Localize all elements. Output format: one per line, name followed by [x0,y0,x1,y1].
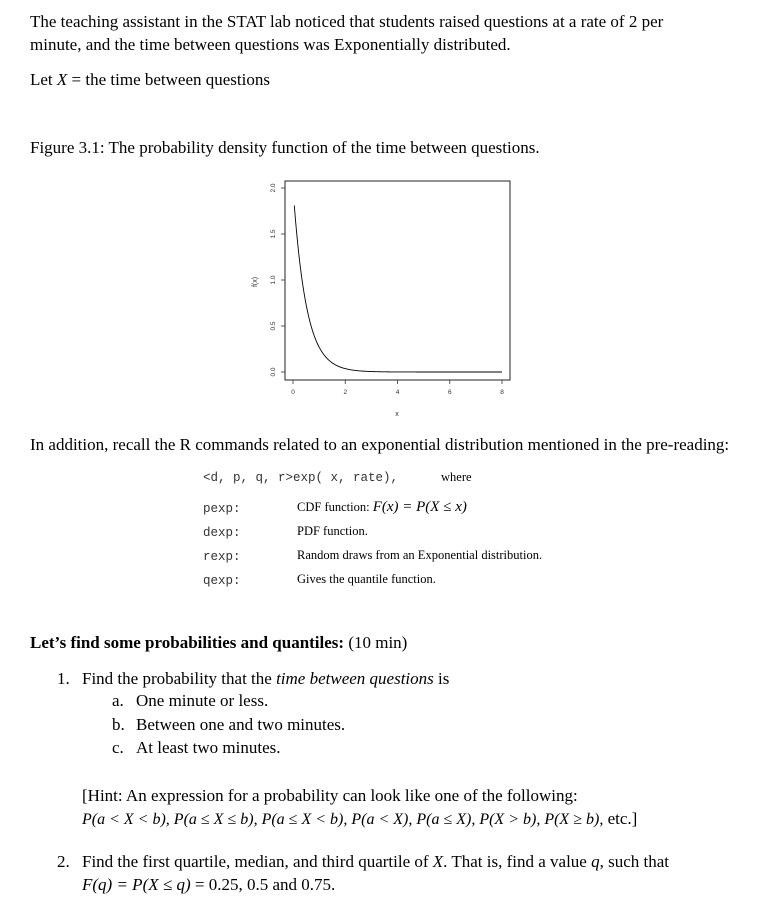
rcmd-dexp-desc: PDF function. [297,524,368,538]
q2-line-1 [82,852,669,872]
y-tick-label: 0.0 [270,367,277,377]
q1c-text: At least two minutes. [136,738,281,757]
y-tick-label: 2.0 [270,183,277,193]
rcmd-rexp: rexp: [203,550,241,564]
hint-etc: etc.] [603,809,638,828]
q1c-label: c. [112,738,124,757]
q2-variable: X [432,852,444,871]
let-suffix: = the time between questions [67,70,270,89]
y-tick-label: 0.5 [270,321,277,331]
q1a-text: One minute or less. [136,691,269,710]
x-tick-label: 8 [500,389,504,396]
q2-prefix: Find the first quartile, median, and third quartile of [82,852,433,871]
rcommands-intro: In addition, recall the R commands related to an exponential distribution mentioned in the pre-reading: [30,435,730,454]
q1-text [82,669,449,689]
x-tick-label: 2 [343,389,348,396]
x-tick-label: 4 [395,389,400,396]
section-heading [30,633,407,653]
rcmd-dexp: dexp: [203,526,241,540]
cdf-formula: F(x) = P(X ≤ x) [372,499,467,515]
hint-math: P(a < X < b), P(a ≤ X ≤ b), P(a ≤ X < b), P(a < X), P(a ≤ X), P(X > b), P(X ≥ b), [82,811,604,828]
y-tick-label: 1.0 [270,275,277,285]
section-heading-text: Let’s find some probabilities and quantiles: [30,633,345,652]
intro-line-1: The teaching assistant in the STAT lab noticed that students raised questions at a rate of 2 per [30,12,664,31]
y-axis-label: f(x) [252,276,259,288]
plot-frame [285,181,510,380]
rcommands-where: where [441,470,472,484]
q2-mid: . That is, find a value [443,852,592,871]
rcmd-qexp-desc: Gives the quantile function. [297,572,436,586]
q2-number: 2. [57,852,70,871]
rcmd-pexp: pexp: [203,502,241,516]
q1-italic: time between questions [276,669,434,688]
variable-definition [30,70,270,90]
q1b-label: b. [112,715,125,734]
let-variable: X [56,70,68,89]
let-prefix: Let [30,70,57,89]
q2-q: q [591,852,600,871]
q1-suffix: is [433,669,450,688]
pdf-curve [294,206,502,372]
x-tick-label: 6 [447,389,452,396]
hint-line-2 [82,809,637,829]
rcmd-rexp-desc: Random draws from an Exponential distribution. [297,548,543,562]
q2-values: = 0.25, 0.5 and 0.75. [190,875,336,894]
figure-caption: Figure 3.1: The probability density function of the time between questions. [30,138,540,157]
q1-number: 1. [57,669,70,688]
x-axis-label: x [395,411,399,418]
q2-formula: F(q) = P(X ≤ q) [82,875,191,894]
rcmd-pexp-desc [297,499,467,516]
q2-suffix: , such that [599,852,670,871]
q1-prefix: Find the probability that the [82,669,277,688]
q1a-label: a. [112,691,124,710]
rcommands-syntax: <d, p, q, r>exp( x, rate), [203,471,399,485]
rcmd-pexp-desc-text: CDF function: [297,500,373,514]
q1b-text: Between one and two minutes. [136,715,346,734]
section-time: (10 min) [344,633,408,652]
q2-line-2 [82,875,335,895]
pdf-chart [240,170,530,425]
x-tick-label: 0 [291,389,295,396]
intro-line-2: minute, and the time between questions was Exponentially distributed. [30,35,511,54]
rcmd-qexp: qexp: [203,574,241,588]
hint-line-1: [Hint: An expression for a probability can look like one of the following: [82,786,578,805]
y-tick-label: 1.5 [270,229,277,239]
